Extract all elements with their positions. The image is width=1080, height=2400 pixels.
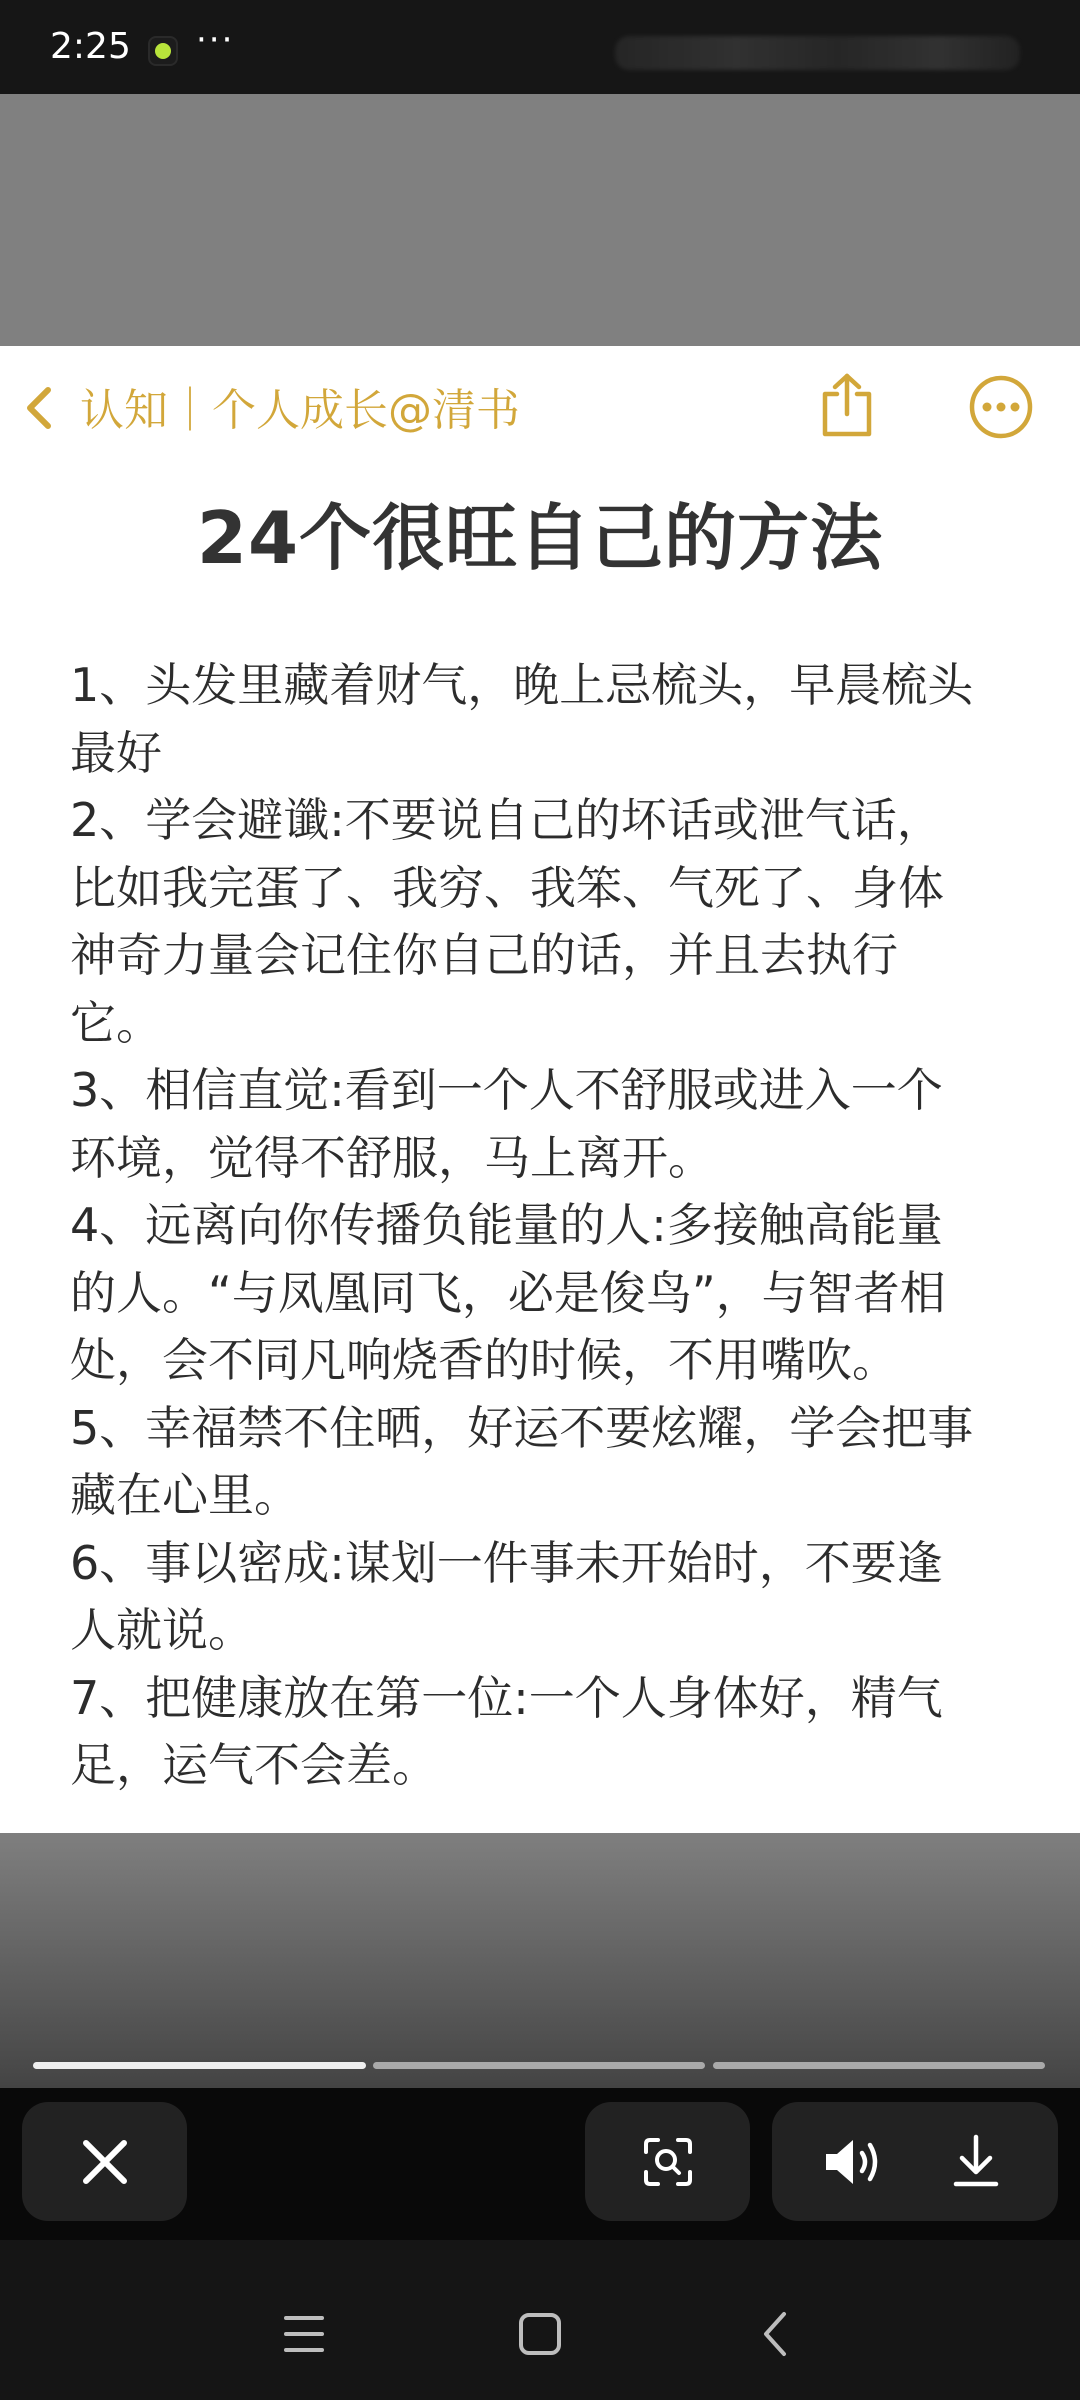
system-nav-bar xyxy=(0,2240,1080,2400)
home-icon[interactable] xyxy=(518,2312,562,2356)
article-line: 足，运气不会差。 xyxy=(70,1738,438,1792)
app-notification-icon xyxy=(148,36,178,66)
note-header-title: 认知｜个人成长@清书 xyxy=(80,385,520,436)
article-body xyxy=(70,652,1020,1800)
download-icon[interactable] xyxy=(950,2133,1002,2189)
page-indicator-3[interactable] xyxy=(713,2062,1045,2069)
article-line: 处，会不同凡响烧香的时候，不用嘴吹。 xyxy=(70,1333,898,1387)
article-line: 7、把健康放在第一位:一个人身体好，精气 xyxy=(70,1670,943,1725)
article-line: 它。 xyxy=(70,995,162,1050)
article-title: 24个很旺自己的方法 xyxy=(196,496,884,580)
article-line: 6、事以密成:谋划一件事未开始时，不要逢 xyxy=(70,1535,943,1590)
article-line: 藏在心里。 xyxy=(70,1468,300,1522)
audio-download-group xyxy=(772,2102,1058,2221)
viewer-backdrop-top[interactable] xyxy=(0,94,1080,346)
article-line: 比如我完蛋了、我穷、我笨、气死了、身体 xyxy=(70,860,944,915)
article-line: 3、相信直觉:看到一个人不舒服或进入一个 xyxy=(70,1063,943,1117)
share-icon xyxy=(817,372,877,440)
chevron-left-icon xyxy=(24,384,54,432)
volume-icon[interactable] xyxy=(822,2135,884,2189)
image-search-icon xyxy=(642,2136,694,2188)
article-line: 4、远离向你传播负能量的人:多接触高能量 xyxy=(70,1198,943,1252)
article-line: 神奇力量会记住你自己的话，并且去执行 xyxy=(70,928,898,982)
page-indicator-2[interactable] xyxy=(373,2062,705,2069)
page-indicator-1[interactable] xyxy=(33,2062,366,2069)
close-button[interactable] xyxy=(22,2102,187,2221)
status-bar xyxy=(0,0,1080,94)
back-icon[interactable] xyxy=(760,2310,790,2358)
article-line: 的人。“与凤凰同飞，必是俊鸟”，与智者相 xyxy=(70,1265,946,1320)
close-icon xyxy=(80,2137,130,2187)
recents-icon[interactable] xyxy=(282,2312,326,2356)
article-line: 人就说。 xyxy=(70,1603,254,1657)
article-line: 2、学会避谶:不要说自己的坏话或泄气话， xyxy=(70,793,943,847)
article-line: 环境，觉得不舒服，马上离开。 xyxy=(70,1130,714,1185)
image-search-button[interactable] xyxy=(585,2102,750,2221)
status-icons-area xyxy=(615,36,1020,70)
more-circle-icon xyxy=(968,374,1034,440)
article-line: 最好 xyxy=(70,725,162,780)
article-line: 5、幸福禁不住晒，好运不要炫耀，学会把事 xyxy=(70,1400,974,1455)
status-time: 2:25 xyxy=(50,26,131,67)
article-line: 1、头发里藏着财气，晚上忌梳头，早晨梳头 xyxy=(70,658,974,712)
more-dots-icon: ··· xyxy=(196,20,235,60)
viewer-backdrop-bottom[interactable] xyxy=(0,1833,1080,2088)
